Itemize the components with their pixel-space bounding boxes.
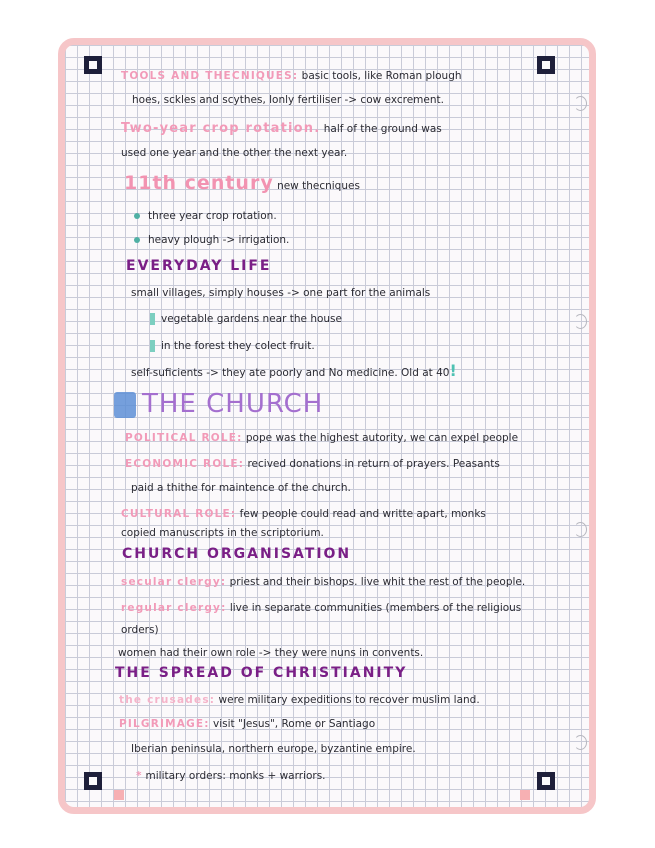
military-orders-line: * military orders: monks + warriors. <box>136 770 326 782</box>
century-bullet-2: heavy plough -> irrigation. <box>134 232 289 248</box>
organisation-heading: CHURCH ORGANISATION <box>122 546 352 562</box>
tools-heading: TOOLS AND THECNIQUES: <box>121 70 299 82</box>
pink-mark-bottom-right <box>520 790 530 800</box>
pilgrimage-text: visit "Jesus", Rome or Santiago <box>213 718 376 730</box>
regular-text: live in separate communities (members of the religious <box>229 602 522 614</box>
political-text: pope was the highest autority, we can expel people <box>245 432 519 444</box>
corner-marker-bottom-right <box>537 772 555 790</box>
economic-text-2: paid a thithe for maintence of the church. <box>131 482 351 494</box>
blue-badge-icon <box>114 392 136 418</box>
spread-heading: THE SPREAD OF CHRISTIANITY <box>115 665 408 681</box>
century-bullet-1: three year crop rotation. <box>134 208 277 224</box>
cultural-text-2: copied manuscripts in the scriptorium. <box>121 527 324 539</box>
regular-text-2: orders) <box>121 624 159 636</box>
ring-hole-icon <box>574 522 587 537</box>
secular-heading: secular clergy: <box>121 576 227 588</box>
pilgrimage-heading: PILGRIMAGE: <box>119 718 210 730</box>
crusades-heading: the crusades: <box>119 694 216 706</box>
everyday-text-2: self-suficients -> they ate poorly and No medicine. Old at 40! <box>131 361 457 380</box>
corner-marker-bottom-left <box>84 772 102 790</box>
political-line <box>125 430 518 446</box>
ring-hole-icon <box>574 314 587 329</box>
century-line <box>124 170 360 199</box>
asterisk-icon: * <box>136 770 142 782</box>
rotation-line <box>121 121 442 137</box>
everyday-heading: EVERYDAY LIFE <box>126 258 272 274</box>
pink-mark-bottom-left <box>114 790 124 800</box>
century-text: new thecniques <box>277 180 360 192</box>
cultural-line <box>121 506 486 522</box>
secular-line <box>121 574 525 590</box>
economic-heading: ECONOMIC ROLE: <box>125 458 245 470</box>
tools-text-2: hoes, sckles and scythes, lonly fertiliser -> cow excrement. <box>132 94 444 106</box>
crusades-line <box>119 692 480 708</box>
bullet-dot-icon <box>134 237 140 243</box>
corner-marker-top-right <box>537 56 555 74</box>
cultural-heading: CULTURAL ROLE: <box>121 508 237 520</box>
ring-hole-icon <box>574 735 587 750</box>
corner-marker-top-left <box>84 56 102 74</box>
rotation-heading: Two-year crop rotation. <box>121 121 321 136</box>
tools-text: basic tools, like Roman plough <box>301 70 462 82</box>
pilgrimage-line <box>119 716 375 732</box>
secular-text: priest and their bishops. live whit the rest of the people. <box>229 576 526 588</box>
pilgrimage-text-2: Iberian peninsula, northern europe, byzantine empire. <box>131 743 416 755</box>
tools-line <box>121 68 462 84</box>
regular-heading: regular clergy: <box>121 602 227 614</box>
cultural-text: few people could read and writte apart, monks <box>239 508 486 520</box>
everyday-item-1: vegetable gardens near the house <box>150 311 342 327</box>
church-heading: THE CHURCH <box>142 389 324 419</box>
political-heading: POLITICAL ROLE: <box>125 432 243 444</box>
bar-marker-icon <box>150 313 155 325</box>
economic-line <box>125 456 500 472</box>
exclamation-mark: ! <box>449 361 457 380</box>
economic-text: recived donations in return of prayers. Peasants <box>247 458 500 470</box>
ring-hole-icon <box>574 96 587 111</box>
rotation-text: half of the ground was <box>323 123 442 135</box>
everyday-text-1: small villages, simply houses -> one part for the animals <box>131 287 431 299</box>
bullet-dot-icon <box>134 213 140 219</box>
everyday-item-2: in the forest they colect fruit. <box>150 338 315 354</box>
century-heading: 11th century <box>124 172 274 194</box>
bar-marker-icon <box>150 340 155 352</box>
rotation-text-2: used one year and the other the next year. <box>121 147 348 159</box>
church-heading-line <box>114 386 323 422</box>
women-text: women had their own role -> they were nuns in convents. <box>118 647 424 659</box>
regular-line <box>121 600 521 616</box>
crusades-text: were military expeditions to recover muslim land. <box>218 694 480 706</box>
